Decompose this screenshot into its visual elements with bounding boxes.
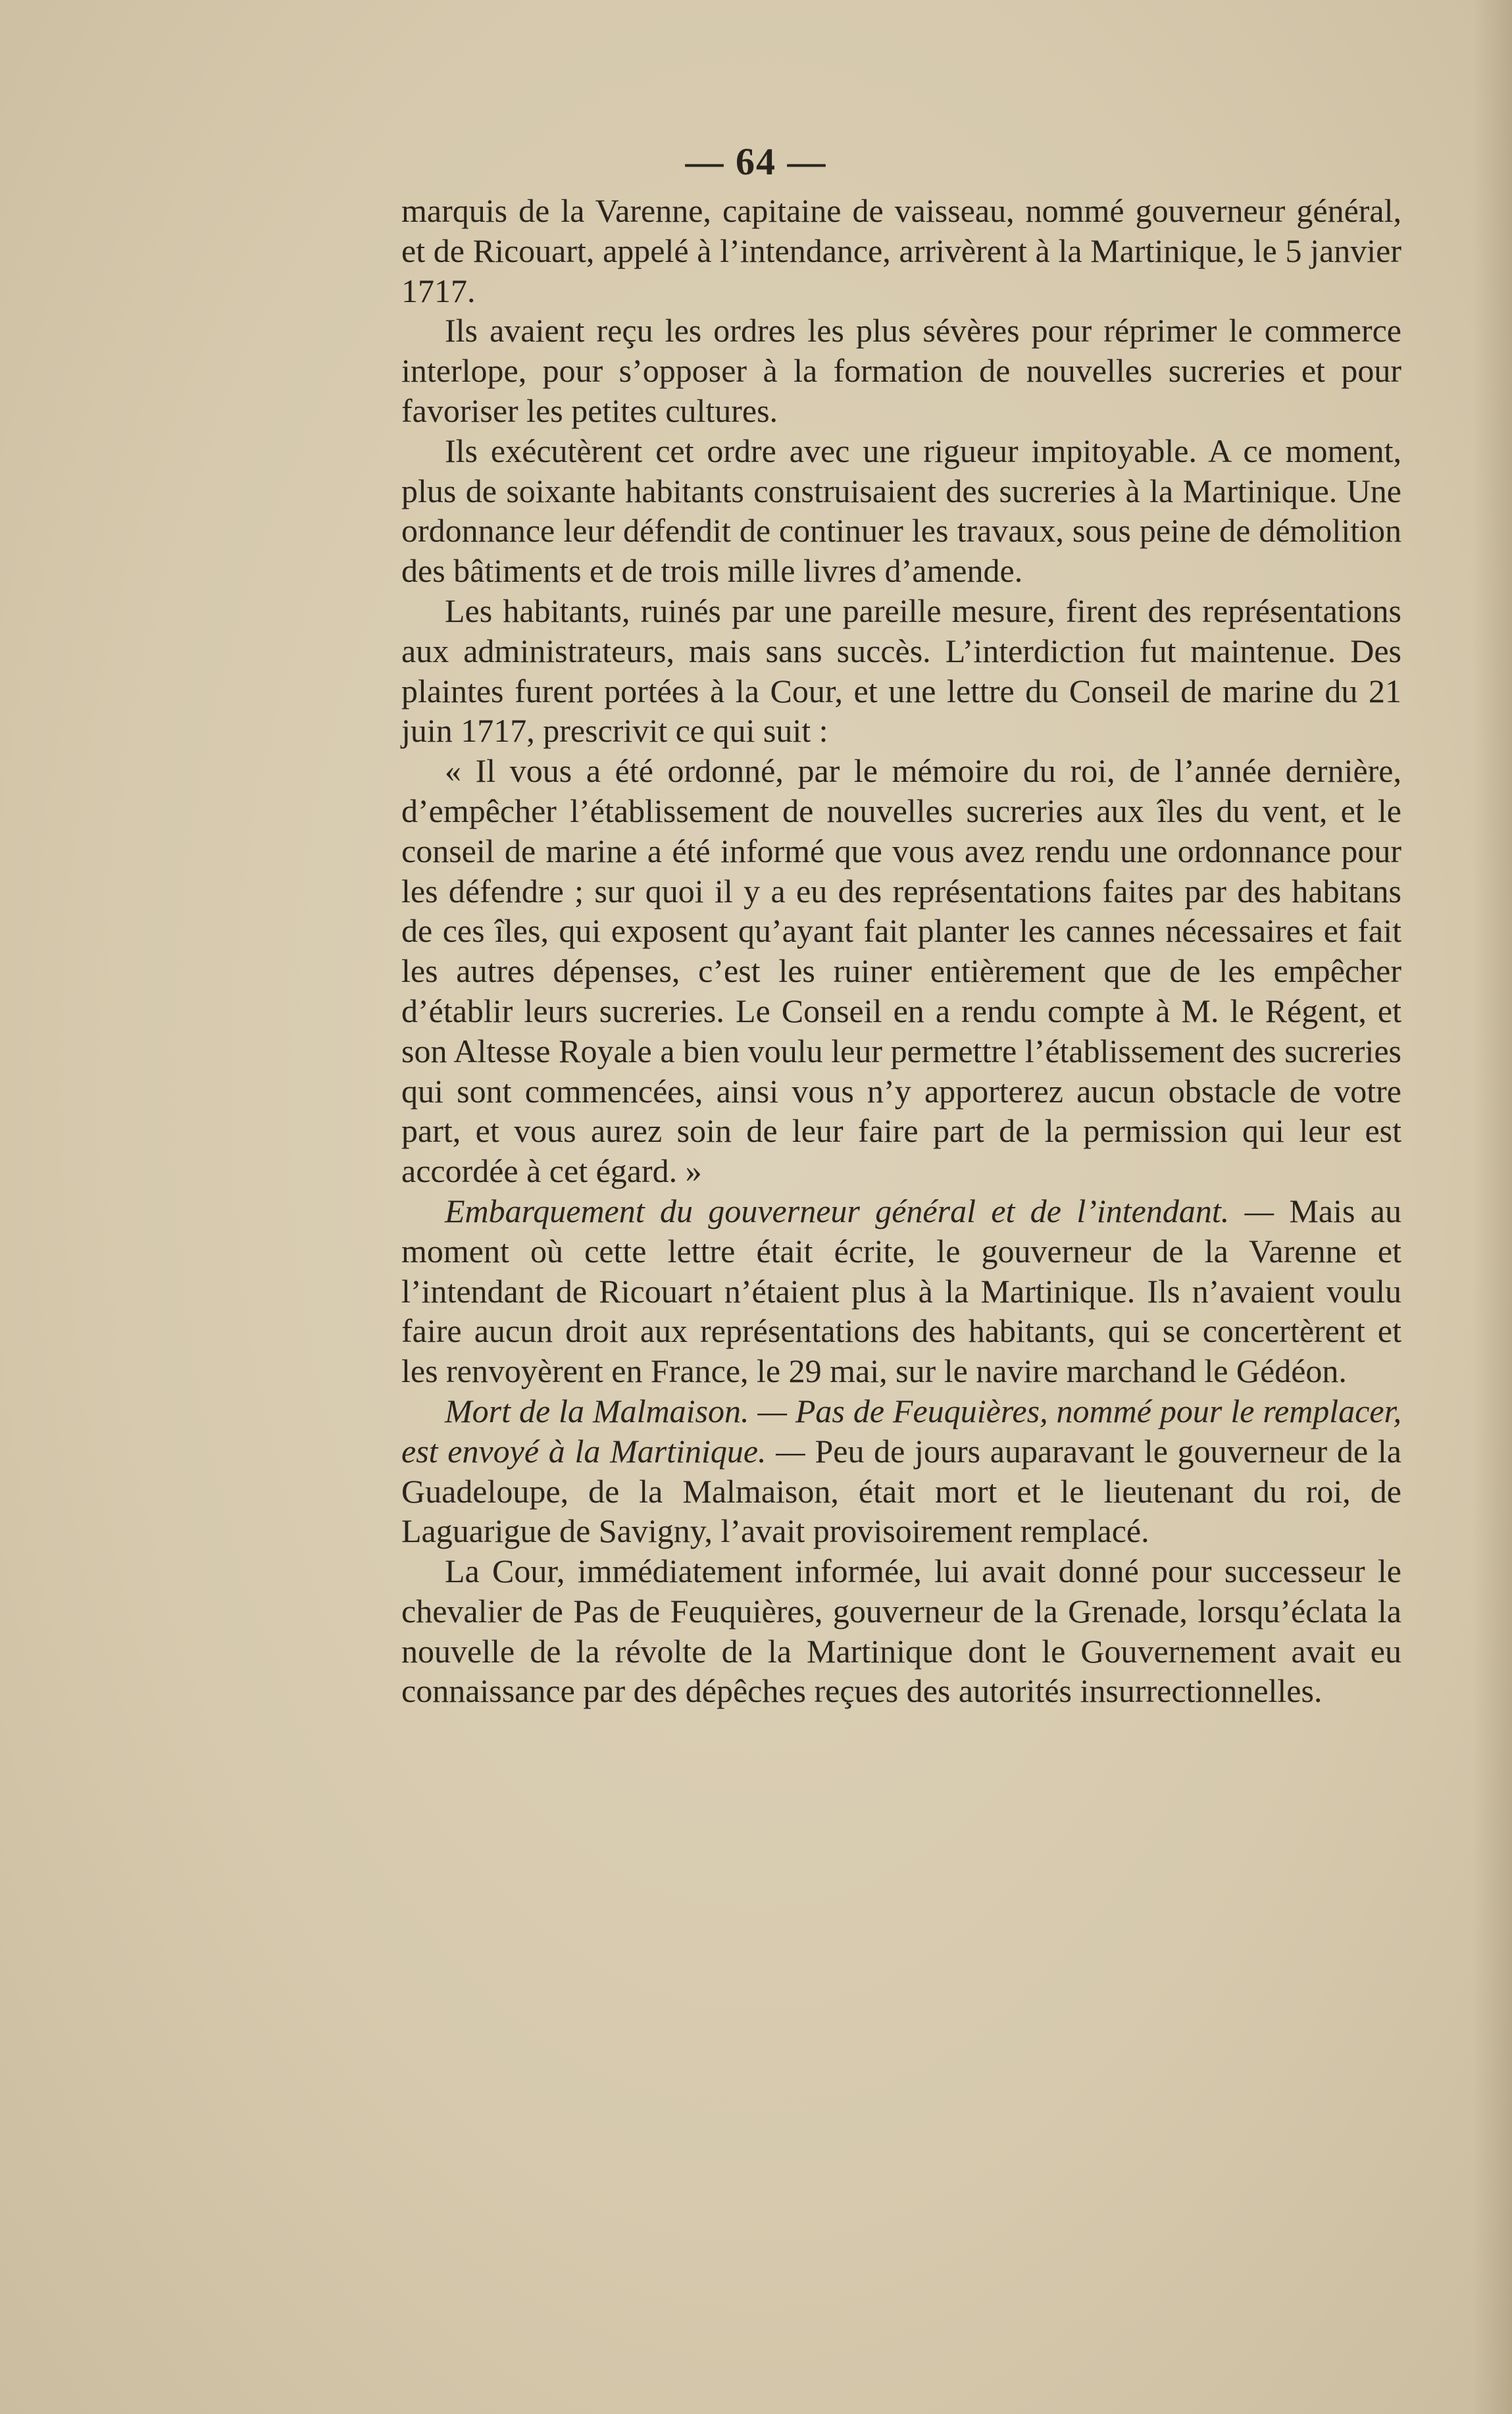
paragraph-text: Ils exécutèrent cet ordre avec une rigueur impitoyable. A ce moment, plus de soixante habitants construisaient des sucreries à la Martinique. Une ordonnance leur défendit de continuer les travaux, sous peine de démolition des bâtiments et de trois mille livres d’amende. (401, 432, 1401, 590)
body-text (401, 191, 1401, 1711)
paragraph-text: Ils avaient reçu les ordres les plus sévères pour réprimer le commerce interlope, pour s’opposer à la formation de nouvelles sucreries et pour favoriser les petites cultures. (401, 312, 1401, 429)
paragraph-text: Les habitants, ruinés par une pareille mesure, firent des représentations aux administrateurs, mais sans succès. L’interdiction fut maintenue. Des plaintes furent portées à la Cour, et une lettre du Conseil de marine du 21 juin 1717, prescrivit ce qui suit : (401, 592, 1401, 750)
section-heading: Embarquement du gouverneur général et de l’intendant. — (445, 1192, 1274, 1229)
paragraph-5-quotation (401, 751, 1401, 1191)
paragraph-3 (401, 431, 1401, 591)
paragraph-7 (401, 1391, 1401, 1551)
paragraph-text: Mais au moment où cette lettre était écrite, le gouverneur de la Varenne et l’intendant de Ricouart n’étaient plus à la Martinique. Ils n’avaient voulu faire aucun droit aux représentations des habitants, qui se concertèrent et les renvoyèrent en France, le 29 mai, sur le navire marchand le Gédéon. (401, 1192, 1401, 1390)
section-heading: Mort de la Malmaison. — Pas de Feuquières, nommé pour le remplacer, est envoyé à la Martinique. — (401, 1392, 1401, 1470)
paragraph-text: La Cour, immédiatement informée, lui avait donné pour successeur le chevalier de Pas de Feuquières, gouverneur de la Grenade, lorsqu’éclata la nouvelle de la révolte de la Martinique dont le Gouvernement avait eu connaissance par des dépêches reçues des autorités insurrectionnelles. (401, 1553, 1401, 1710)
paragraph-text: « Il vous a été ordonné, par le mémoire du roi, de l’année dernière, d’empêcher l’établissement de nouvelles sucreries aux îles du vent, et le conseil de marine a été informé que vous avez rendu une ordonnance pour les défendre ; sur quoi il y a eu des représentations faites par des habitans de ces îles, qui exposent qu’ayant fait planter les cannes nécessaires et fait les autres dépenses, c’est les ruiner entièrement que de les empêcher d’établir leurs sucreries. Le Conseil en a rendu compte à M. le Régent, et son Altesse Royale a bien voulu leur permettre l’établissement des sucreries qui sont commencées, ainsi vous n’y apporterez aucun obstacle de votre part, et vous aurez soin de leur faire part de la permission qui leur est accordée à cet égard. » (401, 752, 1401, 1190)
page-number: — 64 — (685, 140, 827, 183)
paragraph-4 (401, 591, 1401, 751)
paragraph-6 (401, 1191, 1401, 1391)
page-edge-shadow (1473, 0, 1512, 2414)
paragraph-text: Peu de jours auparavant le gouverneur de la Guadeloupe, de la Malmaison, était mort et le lieutenant du roi, de Laguarigue de Savigny, l’avait provisoirement remplacé. (401, 1432, 1401, 1550)
paragraph-2 (401, 311, 1401, 430)
paragraph-8 (401, 1551, 1401, 1711)
paragraph-1 (401, 191, 1401, 311)
paragraph-text: marquis de la Varenne, capitaine de vaisseau, nommé gouverneur général, et de Ricouart, appelé à l’intendance, arrivèrent à la Martinique, le 5 janvier 1717. (401, 192, 1401, 309)
